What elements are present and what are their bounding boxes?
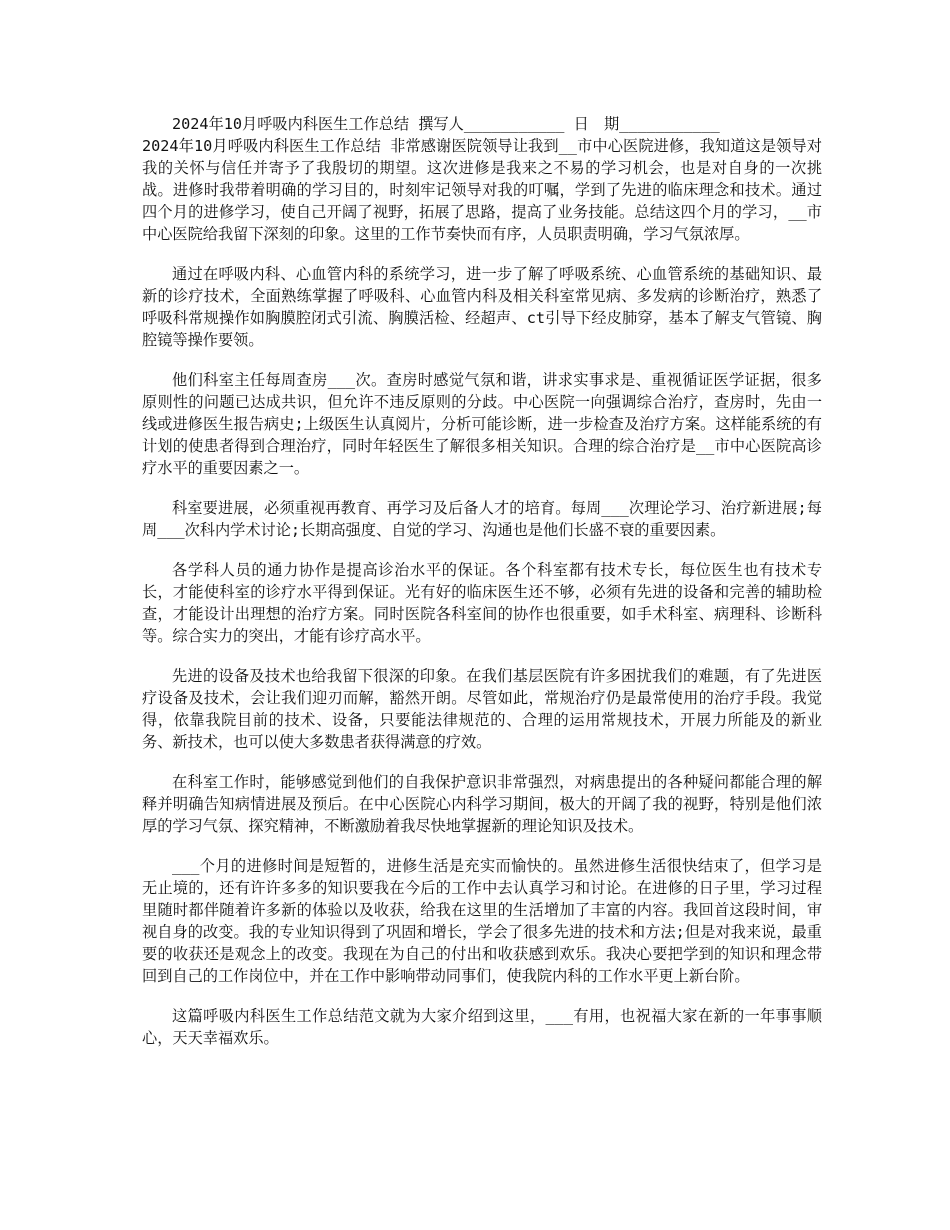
paragraph-self-protection: 在科室工作时，能够感觉到他们的自我保护意识非常强烈，对病患提出的各种疑问都能合理的解释并明确告知病情进展及预后。在中心医院心内科学习期间，极大的开阔了我的视野，特别是他们浓厚的学习气氛、探究精神，不断激励着我尽快地掌握新的理论知识及技术。 bbox=[142, 773, 822, 835]
paragraph-rounds: 他们科室主任每周查房___次。查房时感觉气氛和谐，讲求实事求是、重视循证医学证据，很多原则性的问题已达成共识，但允许不违反原则的分歧。中心医院一向强调综合治疗，查房时，先由一线或进修医生报告病史;上级医生认真阅片，分析可能诊断，进一步检查及治疗方案。这样能系统的有计划的使患者得到合理治疗，同时年轻医生了解很多相关知识。合理的综合治疗是__市中心医院高诊疗水平的重要因素之一。 bbox=[142, 371, 822, 477]
paragraph-collaboration: 各学科人员的通力协作是提高诊治水平的保证。各个科室都有技术专长，每位医生也有技术专长，才能使科室的诊疗水平得到保证。光有好的临床医生还不够，必须有先进的设备和完善的辅助检查，才能设计出理想的治疗方案。同时医院各科室间的协作也很重要，如手术科室、病理科、诊断科等。综合实力的突出，才能有诊疗高水平。 bbox=[142, 561, 822, 645]
paragraph-study: 通过在呼吸内科、心血管内科的系统学习，进一步了解了呼吸系统、心血管系统的基础知识、最新的诊疗技术，全面熟练掌握了呼吸科、心血管内科及相关科室常见病、多发病的诊断治疗，熟悉了呼吸科常规操作如胸膜腔闭式引流、胸膜活检、经超声、ct引导下经皮肺穿，基本了解支气管镜、胸腔镜等操作要领。 bbox=[142, 265, 822, 349]
document-header bbox=[142, 113, 822, 135]
paragraph-equipment: 先进的设备及技术也给我留下很深的印象。在我们基层医院有许多困扰我们的难题，有了先进医疗设备及技术，会让我们迎刃而解，豁然开朗。尽管如此，常规治疗仍是最常使用的治疗手段。我觉得，依靠我院目前的技术、设备，只要能法律规范的、合理的运用常规技术，开展力所能及的新业务、新技术，也可以使大多数患者获得满意的疗效。 bbox=[142, 667, 822, 751]
paragraph-education: 科室要进展，必须重视再教育、再学习及后备人才的培育。每周___次理论学习、治疗新进展;每周___次科内学术讨论;长期高强度、自觉的学习、沟通也是他们长盛不衰的重要因素。 bbox=[142, 499, 822, 539]
document-title: 2024年10月呼吸内科医生工作总结 bbox=[172, 115, 410, 133]
author-label: 撰写人 bbox=[418, 115, 464, 133]
paragraph-intro: 2024年10月呼吸内科医生工作总结 非常感谢医院领导让我到__市中心医院进修，我知道这是领导对我的关怀与信任并寄予了我殷切的期望。这次进修是我来之不易的学习机会，也是对自身的一次挑战。进修时我带着明确的学习目的，时刻牢记领导对我的叮嘱，学到了先进的临床理念和技术。通过四个月的进修学习，使自己开阔了视野，拓展了思路，提高了业务技能。总结这四个月的学习，__市中心医院给我留下深刻的印象。这里的工作节奏快而有序，人员职责明确，学习气氛浓厚。 bbox=[142, 137, 822, 243]
date-blank: ___________ bbox=[619, 115, 720, 133]
date-label: 日 期 bbox=[573, 115, 620, 133]
paragraph-reflection: ___个月的进修时间是短暂的，进修生活是充实而愉快的。虽然进修生活很快结束了，但学习是无止境的，还有许许多多的知识要我在今后的工作中去认真学习和讨论。在进修的日子里，学习过程里随时都伴随着许多新的体验以及收获，给我在这里的生活增加了丰富的内容。我回首这段时间，审视自身的改变。我的专业知识得到了巩固和增长，学会了很多先进的技术和方法;但是对我来说，最重要的收获还是观念上的改变。我现在为自己的付出和收获感到欢乐。我决心要把学到的知识和理念带回到自己的工作岗位中，并在工作中影响带动同事们，使我院内科的工作水平更上新台阶。 bbox=[142, 857, 822, 985]
document-body bbox=[142, 113, 822, 1067]
author-blank: ___________ bbox=[463, 115, 565, 133]
paragraph-closing: 这篇呼吸内科医生工作总结范文就为大家介绍到这里，___有用，也祝福大家在新的一年事事顺心，天天幸福欢乐。 bbox=[142, 1007, 822, 1047]
